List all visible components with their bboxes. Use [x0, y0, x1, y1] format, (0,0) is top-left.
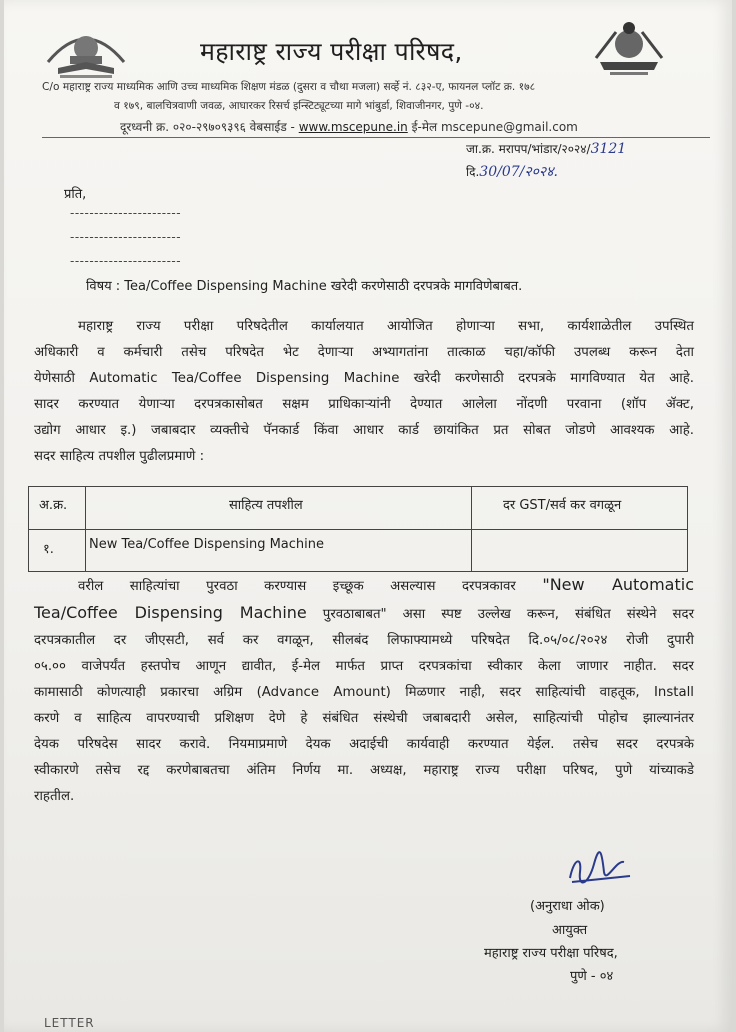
paragraph-line: कामासाठी कोणत्याही प्रकारचा अग्रिम (Advance Amount) मिळणार नाही, सदर साहित्यांची वाहतूक, Install	[34, 685, 694, 700]
address-line-1: C/o महाराष्ट्र राज्य माध्यमिक आणि उच्च माध्यमिक शिक्षण मंडळ (दुसरा व चौथा मजला) सर्व्हे नं. ८३२-ए, फायनल प्लॉट क्र. १७८	[42, 81, 536, 93]
paragraph-line: सदर साहित्य तपशील पुढीलप्रमाणे :	[34, 449, 205, 464]
recipient-line-1: -----------------------	[70, 206, 182, 220]
paragraph-line: स्वीकारणे तसेच रद्द करणेबाबतचा अंतिम निर्णय मा. अध्यक्ष, महाराष्ट्र राज्य परीक्षा परिषद, पुणे यांच्याकडे	[34, 763, 694, 778]
recipient-label: प्रति,	[64, 187, 87, 202]
table-column-divider	[471, 487, 472, 571]
letter-page	[4, 0, 732, 1032]
signatory-title: आयुक्त	[552, 923, 588, 938]
item-table	[28, 486, 688, 572]
recipient-line-2: -----------------------	[70, 230, 182, 244]
reference-date	[466, 162, 558, 181]
reference-prefix: जा.क्र. मरापप/भांडार/२०२४/	[466, 142, 591, 156]
paragraph-line: उद्योग आधार इ.) जबाबदार व्यक्तीचे पॅनकार्ड किंवा आधार कार्ड छायांकित प्रत सोबत जोडणे आवश्यक आहे.	[34, 423, 694, 438]
recipient-line-3: -----------------------	[70, 254, 182, 268]
phone-text: दूरध्वनी क्र. ०२०-२९७०९३९६ वेबसाईड -	[120, 120, 295, 134]
address-line-2: व १७९, बालचित्रवाणी जवळ, आघारकर रिसर्च इन्स्टिट्यूटच्या मागे भांबुर्डा, शिवाजीनगर, पुणे -०४.	[114, 100, 484, 112]
email-link[interactable]: mscepune@gmail.com	[440, 120, 578, 134]
date-prefix: दि.	[466, 165, 480, 179]
table-cell-item: New Tea/Coffee Dispensing Machine	[89, 537, 324, 552]
signatory-name: (अनुराधा ओक)	[530, 899, 605, 914]
emphasis-text: Tea/Coffee Dispensing Machine	[34, 603, 307, 622]
paragraph-line: करणे व साहित्य वापरण्याची प्रशिक्षण देणे हे संबंधित संस्थेची जबाबदारी असेल, साहित्यांची पोहोच झाल्यानंतर	[34, 711, 694, 726]
subject-line: विषय : Tea/Coffee Dispensing Machine खरेदी करणेसाठी दरपत्रके मागविणेबाबत.	[86, 279, 523, 294]
table-header-sr: अ.क्र.	[39, 498, 68, 513]
paragraph-line: अधिकारी व कर्मचारी तसेच परिषदेत भेट देणाऱ्या अभ्यागतांना तात्काळ चहा/कॉफी उपलब्ध करून देता	[34, 345, 694, 360]
table-header-item: साहित्य तपशील	[229, 498, 303, 513]
paragraph-line: महाराष्ट्र राज्य परीक्षा परिषदेतील कार्यालयात आयोजित होणाऱ्या सभा, कार्यशाळेतील उपस्थित	[78, 319, 694, 334]
email-label: ई-मेल	[411, 120, 438, 134]
contact-line	[120, 118, 578, 135]
table-column-divider	[85, 487, 86, 571]
signature-scribble-icon	[564, 850, 634, 890]
signatory-org: महाराष्ट्र राज्य परीक्षा परिषद,	[484, 946, 618, 961]
paragraph-line: दरपत्रकातील दर जीएसटी, सर्व कर वगळून, सीलबंद लिफाफ्यामध्ये परिषदेत दि.०५/०८/२०२४ रोजी दुपारी	[34, 633, 694, 648]
body-paragraph-2	[34, 572, 694, 810]
paragraph-line: देयक परिषदेस सादर करावे. नियमाप्रमाणे देयक अदाईची कार्यवाही करण्यात येईल. तसेच सदर दरपत्रके	[34, 737, 694, 752]
header-divider	[42, 137, 710, 138]
table-row-divider	[29, 529, 687, 530]
body-paragraph-1	[34, 314, 694, 470]
org-title: महाराष्ट्र राज्य परीक्षा परिषद,	[200, 37, 463, 66]
paragraph-line: येणेसाठी Automatic Tea/Coffee Dispensing Machine खरेदी करणेसाठी दरपत्रके मागविण्यात येत आहे.	[34, 371, 694, 386]
paragraph-line: सादर करण्यात येणाऱ्या दरपत्रकासोबत सक्षम प्राधिकाऱ्यांनी देण्यात आलेला नोंदणी परवाना (शॉप ॲक्ट,	[34, 397, 694, 412]
footer-stamp: LETTER	[44, 1016, 95, 1030]
emphasis-text: "New Automatic	[542, 575, 694, 594]
board-logo-icon	[40, 22, 132, 80]
handwritten-date: 30/07/२०२४.	[479, 164, 558, 180]
paragraph-line	[34, 600, 694, 628]
paragraph-line: ०५.०० वाजेपर्यंत हस्तपोच आणून द्यावीत, ई-मेल मार्फत प्राप्त दरपत्रकांचा स्वीकार केला जाणार नाहीत. सदर	[34, 659, 694, 674]
paragraph-line	[34, 572, 694, 600]
paragraph-line: राहतील.	[34, 789, 75, 804]
council-emblem-icon	[590, 18, 668, 80]
website-link[interactable]: www.mscepune.in	[298, 120, 408, 134]
signatory-city: पुणे - ०४	[570, 969, 614, 984]
paragraph-line-text: वरील साहित्यांचा पुरवठा करण्यास इच्छूक असल्यास दरपत्रकावर	[78, 579, 516, 594]
table-cell-sr: १.	[43, 542, 54, 557]
reference-number	[466, 140, 626, 157]
reference-handwritten-number: 3121	[590, 141, 627, 157]
paragraph-line-text: पुरवठाबाबत" असा स्पष्ट उल्लेख करून, संबंधित संस्थेने सदर	[322, 607, 695, 622]
table-header-rate: दर GST/सर्व कर वगळून	[503, 498, 622, 513]
